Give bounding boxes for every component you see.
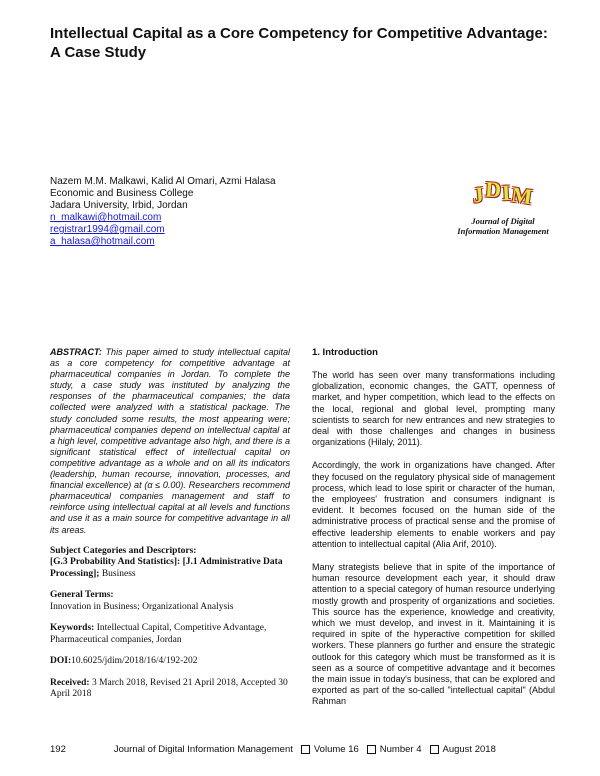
author-college: Economic and Business College [50,188,194,199]
logo-letter: M [510,181,536,210]
general-terms [50,590,290,613]
logo-caption-line: Journal of Digital [471,216,535,226]
footer-number: Number 4 [379,744,422,755]
keywords-text: Intellectual Capital, Competitive Advantage, Pharmaceutical companies, Jordan [50,623,267,645]
logo-letter: J [471,181,486,208]
section-heading: 1. Introduction [312,347,378,358]
subject-heading: Subject Categories and Descriptors: [50,545,197,556]
square-bullet-icon [367,745,376,754]
page-footer [50,744,560,755]
footer-journal: Journal of Digital Information Management [113,744,293,755]
subject-categories [50,546,290,581]
intro-paragraph: Many strategists believe that in spite of the importance of human resource development each year, it should draw attention to a special category of human resource underlying mostly growth and prosperity of organizations and societies. This source has the experience, knowledge and creativity, which we must develop, and invest in it. Maintaining it is required in spite of the hyperactive competition for skilled workers. These planners go further and ensure the strategic outlook for this category which must be transformed as it is seen as a source of competitive advantage and it becomes the main issue in today's business, that can be explored and exported as part of the so-called "intellectual capital" (Abdul Rahman [312,562,555,707]
page-number: 192 [50,744,66,755]
author-university: Jadara University, Irbid, Jordan [50,200,188,211]
general-terms-heading: General Terms: [50,590,114,601]
logo-wordmark [447,178,559,210]
logo-letter: I [500,179,512,206]
author-email-link[interactable]: registrar1994@gmail.com [50,224,165,235]
doi [50,656,290,668]
left-column [50,347,290,701]
keywords-label: Keywords: [50,623,95,634]
keywords [50,623,290,646]
doi-text: 10.6025/jdim/2018/16/4/192-202 [71,656,198,667]
journal-logo [447,178,559,236]
author-email-link[interactable]: n_malkawi@hotmail.com [50,212,162,223]
logo-letter: D [484,176,503,203]
subject-descriptors: [G.3 Probability And Statistics]: [J.1 Administrative Data Processing]; [50,557,283,579]
right-column [312,347,555,720]
subject-plain: Business [101,568,136,579]
intro-paragraph: Accordingly, the work in organizations have changed. After they focused on the regulatory physical side of management process, which lead to lose spirit or character of the human, the employees' frustration and consumers indignant is evident. It becomes focused on the human side of the administrative process of practical sense and the promise of effective leadership elements to enable workers and pay attention to intellectual capital (Alia Arif, 2010). [312,460,555,549]
abstract-text: This paper aimed to study intellectual capital as a core competency for competitive advantage at pharmaceutical companies in Jordan. To complete the study, a case study was instituted by analyzing the responses of the pharmaceutical companies; the data collected were analyzed with a statistical package. The study concluded some results, the most appearing were; pharmaceutical companies depend on intellectual capital at a high level, competitive advantage also high, and there is a significant statistical effect of intellectual capital on competitive advantage as a whole and on all its indicators (leadership, human recourse, innovation, processes, and financial excellence) at (α ≤ 0.00). Researchers recommend pharmaceutical companies management and staff to reinforce using intellectual capital at all levels and functions and use it as a main source for competitive advantage in all its areas. [50,347,290,535]
author-names: Nazem M.M. Malkawi, Kalid Al Omari, Azmi Halasa [50,176,276,187]
received-label: Received: [50,677,90,688]
abstract [50,347,290,536]
received-dates [50,678,290,701]
received-text: 3 March 2018, Revised 21 April 2018, Accepted 30 April 2018 [50,677,288,700]
square-bullet-icon [430,745,439,754]
general-terms-text: Innovation in Business; Organizational Analysis [50,601,234,612]
intro-paragraph: The world has seen over many transformations including globalization, economic changes, the GATT, openness of market, and hyper competition, which lead to the effects on the local, regional and global level, prompting many scientists to search for new entrances and new strategies to deal with those challenges and changes in business organizations (Hilaly, 2011). [312,370,555,448]
author-email-link[interactable]: a_halasa@hotmail.com [50,236,155,247]
paper-title: Intellectual Capital as a Core Competency for Competitive Advantage: A Case Study [50,25,548,61]
author-block [50,176,330,248]
abstract-label: ABSTRACT: [50,347,102,357]
footer-volume: Volume 16 [313,744,359,755]
logo-caption-line: Information Management [457,226,549,236]
square-bullet-icon [301,745,310,754]
logo-caption [447,216,559,236]
footer-date: August 2018 [442,744,496,755]
doi-label: DOI: [50,656,72,667]
